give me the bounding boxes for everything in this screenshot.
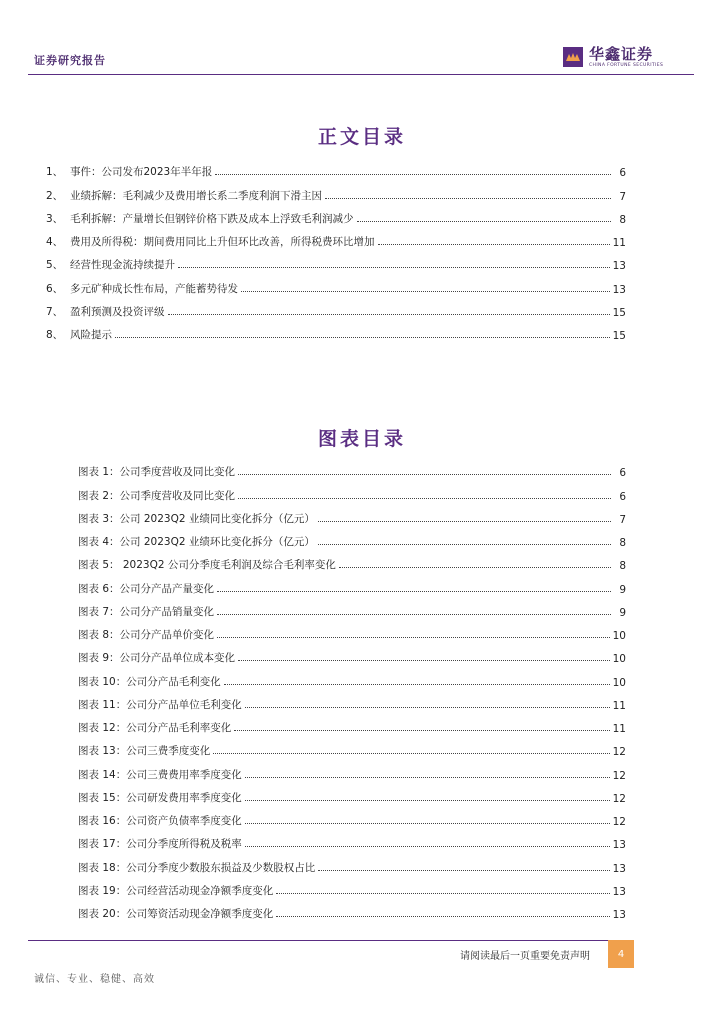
figure-toc-item-text: 图表 19：公司经营活动现金净额季度变化 (78, 884, 274, 897)
figure-toc-item[interactable] (78, 642, 626, 665)
figure-toc-item-page: 13 (612, 909, 626, 921)
toc-leader-dots (276, 916, 609, 917)
company-logo (563, 46, 663, 68)
toc-leader-dots (224, 684, 610, 685)
figure-toc-item[interactable] (78, 898, 626, 921)
toc-item-page: 15 (612, 330, 626, 343)
toc-item-text: 事件：公司发布2023年半年报 (70, 166, 213, 179)
toc-item-text: 多元矿种成长性布局，产能蓄势待发 (70, 282, 238, 295)
toc-item-text: 业绩拆解：毛利减少及费用增长系二季度利润下滑主因 (70, 189, 322, 202)
figure-toc-title: 图表目录 (317, 428, 406, 450)
figure-toc-item-page: 10 (612, 676, 626, 689)
figure-toc-item-text: 图表 16：公司资产负债率季度变化 (78, 815, 242, 827)
toc-item-text: 经营性现金流持续提升 (70, 259, 175, 272)
figure-toc-item[interactable] (78, 758, 626, 781)
toc-item[interactable] (46, 319, 626, 342)
toc-item[interactable] (46, 179, 626, 202)
figure-toc-item[interactable] (78, 689, 626, 712)
figure-toc-item-text: 图表 1：公司季度营收及同比变化 (78, 466, 236, 479)
figure-toc-item[interactable] (78, 828, 626, 851)
figure-toc-item-text: 图表 7：公司分产品销量变化 (78, 605, 215, 618)
figure-toc-item-text: 图表 2：公司季度营收及同比变化 (78, 489, 236, 502)
toc-item-page: 8 (619, 213, 626, 226)
toc-leader-dots (115, 337, 610, 338)
header-divider (28, 74, 694, 75)
toc-leader-dots (238, 474, 611, 475)
toc-leader-dots (213, 753, 609, 754)
figure-toc-item[interactable] (78, 619, 626, 642)
figure-toc-item-page: 7 (619, 513, 626, 526)
toc-item-number: 5、 (46, 259, 64, 272)
toc-leader-dots (378, 244, 610, 245)
toc-leader-dots (245, 707, 610, 708)
toc-item-text: 费用及所得税：期间费用同比上升但环比改善，所得税费环比增加 (70, 236, 375, 249)
toc-leader-dots (217, 591, 611, 592)
figure-toc-item-text: 图表 13：公司三费季度变化 (78, 745, 211, 758)
toc-item-number: 8、 (46, 329, 64, 342)
toc-item-text: 盈利预测及投资评级 (70, 306, 165, 319)
toc-leader-dots (238, 498, 611, 499)
toc-leader-dots (245, 846, 610, 847)
toc-item-text: 毛利拆解：产量增长但钢锌价格下跌及成本上浮致毛利润减少 (70, 212, 354, 225)
figure-toc-item[interactable] (78, 549, 626, 572)
figure-toc-item-text: 图表 4：公司 2023Q2 业绩环比变化拆分（亿元） (78, 536, 315, 548)
toc-item-page: 7 (619, 190, 626, 203)
figure-toc-item-text: 图表 18：公司分季度少数股东损益及少数股权占比 (78, 861, 316, 874)
figure-toc-item-text: 图表 8：公司分产品单价变化 (78, 629, 215, 641)
logo-mark-icon (563, 47, 583, 67)
toc-leader-dots (318, 870, 609, 871)
figure-toc-item[interactable] (78, 479, 626, 502)
figure-toc-item-page: 8 (619, 537, 626, 549)
figure-toc-item[interactable] (78, 875, 626, 898)
figure-toc-item[interactable] (78, 851, 626, 874)
figure-toc-item-page: 12 (612, 792, 626, 805)
figure-toc-item[interactable] (78, 735, 626, 758)
figure-toc-item-page: 8 (619, 560, 626, 573)
figure-toc-item[interactable] (78, 712, 626, 735)
main-toc-list (46, 156, 626, 342)
figure-toc-item-text: 图表 10：公司分产品毛利变化 (78, 675, 221, 688)
figure-toc-item[interactable] (78, 503, 626, 526)
figure-toc-item-text: 图表 5： 2023Q2 公司分季度毛利润及综合毛利率变化 (78, 559, 336, 572)
toc-item-page: 15 (612, 307, 626, 320)
figure-toc-item[interactable] (78, 782, 626, 805)
toc-leader-dots (325, 198, 611, 199)
report-type-label: 证券研究报告 (34, 54, 106, 67)
figure-toc-item[interactable] (78, 572, 626, 595)
toc-item[interactable] (46, 272, 626, 295)
figure-toc-item-page: 13 (612, 839, 626, 852)
toc-item-number: 7、 (46, 306, 64, 319)
main-toc-title: 正文目录 (317, 126, 406, 148)
toc-item[interactable] (46, 226, 626, 249)
toc-leader-dots (318, 544, 611, 545)
figure-toc-item-page: 6 (619, 490, 626, 503)
figure-toc-list (78, 456, 626, 921)
toc-item-text: 风险提示 (70, 329, 112, 342)
toc-leader-dots (178, 267, 610, 268)
toc-item-page: 11 (612, 237, 626, 250)
toc-leader-dots (276, 893, 609, 894)
toc-leader-dots (215, 174, 611, 175)
figure-toc-item-text: 图表 14：公司三费费用率季度变化 (78, 768, 242, 781)
disclaimer-notice: 请阅读最后一页重要免责声明 (460, 951, 590, 962)
toc-item-page: 6 (619, 167, 626, 180)
toc-leader-dots (245, 823, 610, 824)
figure-toc-item-text: 图表 9：公司分产品单位成本变化 (78, 652, 236, 665)
figure-toc-item[interactable] (78, 596, 626, 619)
toc-item-number: 2、 (46, 189, 64, 202)
figure-toc-item-page: 12 (612, 816, 626, 828)
toc-leader-dots (357, 221, 612, 222)
page-number: 4 (608, 940, 634, 968)
figure-toc-item-text: 图表 12：公司分产品毛利率变化 (78, 722, 232, 734)
toc-item[interactable] (46, 249, 626, 272)
figure-toc-item-page: 10 (612, 653, 626, 666)
figure-toc-item[interactable] (78, 665, 626, 688)
figure-toc-item[interactable] (78, 805, 626, 828)
figure-toc-item-text: 图表 20：公司筹资活动现金净额季度变化 (78, 908, 274, 920)
figure-toc-item[interactable] (78, 526, 626, 549)
logo-chinese-name: 华鑫证券 (589, 45, 654, 63)
figure-toc-item-page: 10 (612, 630, 626, 642)
figure-toc-item-page: 13 (612, 885, 626, 898)
figure-toc-item-page: 12 (612, 769, 626, 782)
figure-toc-item-text: 图表 6：公司分产品产量变化 (78, 582, 215, 595)
figure-toc-item-page: 9 (619, 583, 626, 596)
figure-toc-item-text: 图表 15：公司研发费用率季度变化 (78, 791, 242, 804)
figure-toc-item-text: 图表 17：公司分季度所得税及税率 (78, 838, 242, 851)
toc-leader-dots (245, 777, 610, 778)
toc-leader-dots (339, 567, 611, 568)
toc-leader-dots (217, 614, 611, 615)
toc-leader-dots (168, 314, 610, 315)
toc-item-number: 3、 (46, 212, 64, 225)
logo-english-name: CHINA FORTUNE SECURITIES (589, 63, 664, 68)
footer-divider (28, 940, 608, 941)
figure-toc-item[interactable] (78, 456, 626, 479)
toc-leader-dots (241, 291, 610, 292)
figure-toc-item-page: 11 (612, 699, 626, 712)
toc-item[interactable] (46, 203, 626, 226)
figure-toc-item-page: 12 (612, 746, 626, 759)
toc-leader-dots (217, 637, 610, 638)
toc-item-number: 1、 (46, 166, 64, 179)
figure-toc-item-page: 13 (612, 862, 626, 875)
toc-leader-dots (234, 730, 609, 731)
figure-toc-item-text: 图表 11：公司分产品单位毛利变化 (78, 698, 242, 711)
toc-item-page: 13 (612, 260, 626, 273)
figure-toc-item-text: 图表 3：公司 2023Q2 业绩同比变化拆分（亿元） (78, 512, 315, 525)
toc-item-number: 6、 (46, 282, 64, 295)
company-motto: 诚信、专业、稳健、高效 (34, 974, 155, 985)
toc-item[interactable] (46, 296, 626, 319)
toc-item-page: 13 (612, 283, 626, 296)
toc-leader-dots (238, 660, 610, 661)
figure-toc-item-page: 6 (619, 467, 626, 480)
toc-item[interactable] (46, 156, 626, 179)
figure-toc-item-page: 11 (612, 723, 626, 735)
toc-leader-dots (318, 521, 611, 522)
toc-leader-dots (245, 800, 610, 801)
figure-toc-item-page: 9 (619, 606, 626, 619)
toc-item-number: 4、 (46, 236, 64, 249)
